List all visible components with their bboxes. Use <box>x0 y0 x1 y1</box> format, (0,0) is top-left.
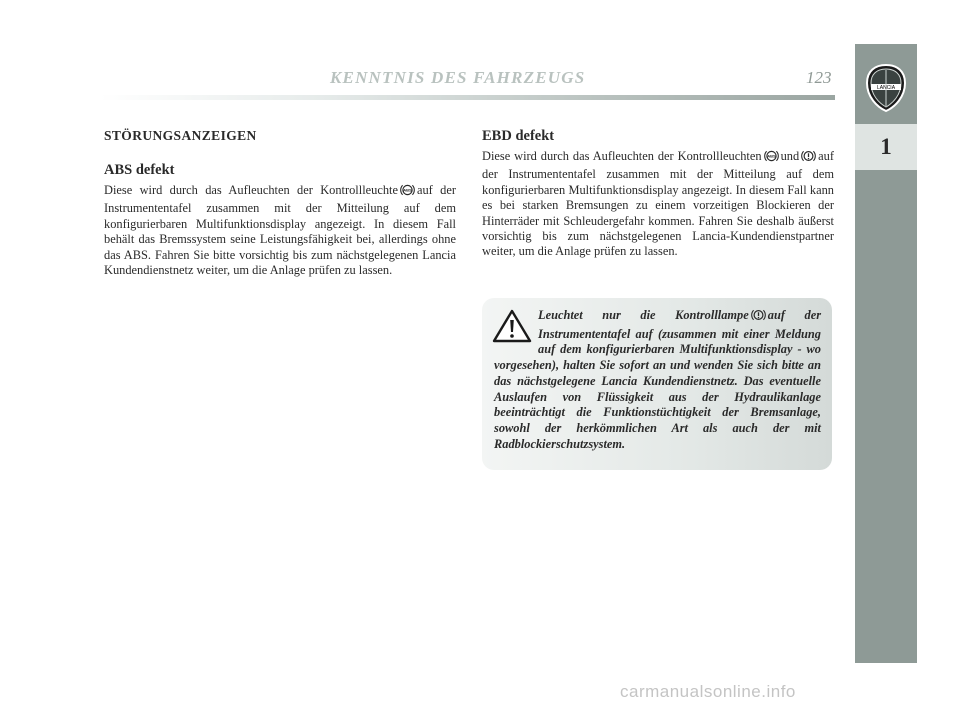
header-rule <box>100 95 835 100</box>
brake-warning-icon <box>801 149 816 167</box>
ebd-fault-heading: EBD defekt <box>482 128 555 144</box>
chapter-number-box <box>855 124 917 170</box>
svg-text:LANCIA: LANCIA <box>876 85 896 91</box>
right-column <box>482 128 834 260</box>
abs-fault-heading: ABS defekt <box>104 162 175 178</box>
svg-text:ABS: ABS <box>766 153 776 159</box>
page-number: 123 <box>806 68 832 87</box>
left-column <box>104 128 456 278</box>
ebd-fault-text: Diese wird durch das Aufleuchten der Kontrollleuchten ABS und auf der Instrumententafel zusammen mit der Mitteilung auf dem konfigurierbaren Multifunktionsdisplay angezeigt. In diesem Fall kann es bei starken Bremsungen zu einem vorzeitigen Blockieren der Hinterräder mit Schleudergefahr kommen. Fahren Sie deshalb äußerst vorsichtig bis zum nächstgelegenen Lancia-Kundendienstpartner weiter, um die Anlage prüfen zu lassen. <box>482 149 834 259</box>
chapter-number: 1 <box>880 134 892 159</box>
page-header-title: KENNTNIS DES FAHRZEUGS <box>330 68 586 87</box>
abs-warning-icon <box>764 149 779 167</box>
brake-warning-icon <box>751 308 766 327</box>
svg-text:ABS: ABS <box>403 187 412 193</box>
warning-icon-spacer <box>494 308 538 348</box>
section-heading: STÖRUNGSANZEIGEN <box>104 128 257 143</box>
warning-text: Leuchtet nur die Kontrolllampe auf der Instrumententafel auf (zusammen mit einer Meldung auf dem konfigurierbaren Multifunktionsdisplay - wo vorgesehen), halten Sie sofort an und wenden Sie sich bitte an das nächstgelegene Lancia Kundendienstnetz. Das eventuelle Auslaufen von Flüssigkeit aus der Hydraulikanlage beeinträchtigt die Funktionstüchtigkeit der Bremsanlage, sowohl der herkömmlichen Art als auch der mit Radblockierschutzsystem. <box>494 308 822 451</box>
lancia-logo-icon <box>855 60 917 116</box>
watermark: carmanualsonline.info <box>620 682 796 701</box>
abs-warning-icon <box>400 183 415 201</box>
abs-fault-text: Diese wird durch das Aufleuchten der Kontrollleuchte ABS auf der Instrumententafel zusammen mit der Mitteilung auf dem konfigurierbaren Multifunktionsdisplay angezeigt. In diesem Fall behält das Bremssystem seine Leistungsfähigkeit bei, allerdings ohne das ABS. Fahren Sie bitte vorsichtig bis zum nächstgelegenen Lancia Kundendienstnetz weiter, um die Anlage prüfen zu lassen. <box>104 183 456 278</box>
